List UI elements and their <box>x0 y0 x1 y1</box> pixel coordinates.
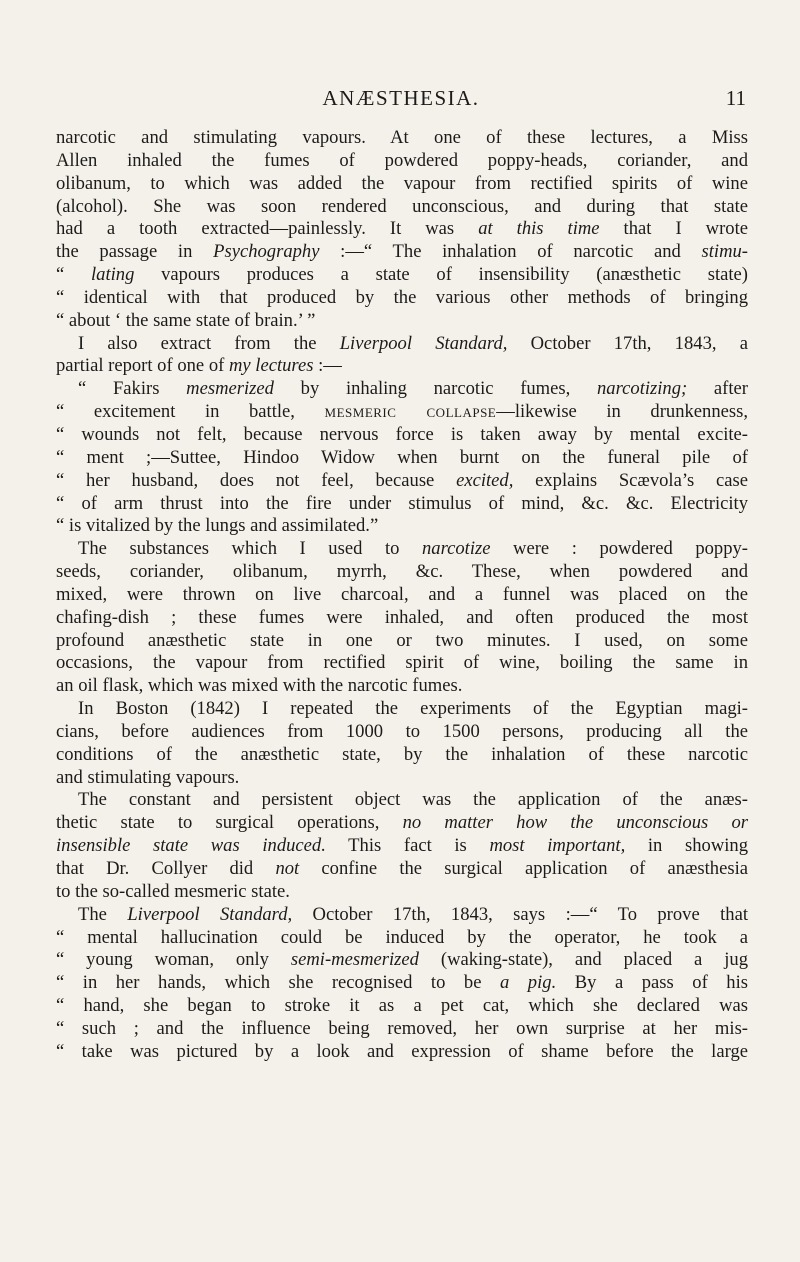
italic-text: stimu- <box>701 241 748 263</box>
small-caps-text: mesmeric collapse <box>324 401 497 423</box>
text-segment: explains Scævola’s case <box>513 469 748 491</box>
italic-text: narcotize <box>421 538 491 560</box>
text-line <box>56 241 748 264</box>
text-line <box>56 355 748 378</box>
italic-text: most important, <box>489 835 626 857</box>
text-line <box>56 767 748 790</box>
text-line <box>56 630 748 653</box>
page-header <box>56 86 746 116</box>
text-line <box>56 264 748 287</box>
text-segment: and stimulating vapours. <box>56 766 240 788</box>
text-line <box>56 1018 748 1041</box>
text-line <box>56 698 748 721</box>
italic-text: mesmerized <box>186 378 274 400</box>
text-line <box>56 378 748 401</box>
text-line <box>56 858 748 881</box>
text-segment: in showing <box>625 835 748 857</box>
text-segment: seeds, coriander, olibanum, myrrh, &c. These, when powdered and <box>56 561 748 583</box>
text-line <box>56 607 748 630</box>
text-segment: “ <box>56 264 91 286</box>
text-line <box>56 401 748 424</box>
italic-text: lating <box>91 264 135 286</box>
body-text <box>56 127 748 1064</box>
text-line <box>56 447 748 470</box>
text-segment: This fact is <box>325 835 490 857</box>
italic-text: insensible state was induced. <box>56 835 326 857</box>
text-line <box>56 1041 748 1064</box>
text-segment: :—“ The inhalation of narcotic and <box>319 241 702 263</box>
text-line <box>56 789 748 812</box>
text-line <box>56 584 748 607</box>
text-segment: conditions of the anæsthetic state, by the inhalation of these narcotic <box>56 743 748 765</box>
text-line <box>56 812 748 835</box>
text-line <box>56 538 748 561</box>
text-line <box>56 744 748 767</box>
text-segment: “ Fakirs <box>78 378 187 400</box>
italic-text: Psychography <box>213 241 320 263</box>
text-line <box>56 150 748 173</box>
text-segment: Allen inhaled the fumes of powdered poppy-heads, coriander, and <box>56 149 748 171</box>
text-line <box>56 949 748 972</box>
italic-text: narcotizing; <box>597 378 688 400</box>
text-segment: —likewise in drunkenness, <box>496 401 748 423</box>
text-line <box>56 515 748 538</box>
text-segment: October 17th, 1843, a <box>507 332 748 354</box>
text-line <box>56 972 748 995</box>
text-segment: The substances which I used to <box>78 538 422 560</box>
text-line <box>56 995 748 1018</box>
text-segment: “ mental hallucination could be induced by the operator, he took a <box>56 926 748 948</box>
text-segment: by inhaling narcotic fumes, <box>273 378 597 400</box>
text-segment: thetic state to surgical operations, <box>56 812 403 834</box>
page-number: 11 <box>725 86 746 110</box>
italic-text: Liverpool Standard, <box>339 332 508 354</box>
text-segment: “ her husband, does not feel, because <box>56 469 457 491</box>
text-line <box>56 218 748 241</box>
text-line <box>56 493 748 516</box>
text-segment: cians, before audiences from 1000 to 1500 persons, producing all the <box>56 720 748 742</box>
text-line <box>56 173 748 196</box>
text-segment: chafing-dish ; these fumes were inhaled, and often produced the most <box>56 606 748 628</box>
text-segment: October 17th, 1843, says :—“ To prove that <box>292 903 748 925</box>
text-segment: that I wrote <box>599 218 748 240</box>
italic-text: my lectures <box>228 355 314 377</box>
text-line <box>56 835 748 858</box>
text-line <box>56 675 748 698</box>
italic-text: semi-mesmerized <box>290 949 419 971</box>
text-segment: “ about ‘ the same state of brain.’ ” <box>56 309 316 331</box>
text-line <box>56 881 748 904</box>
text-segment: vapours produces a state of insensibility (anæsthetic state) <box>134 264 748 286</box>
text-segment: (alcohol). She was soon rendered unconscious, and during that state <box>56 195 748 217</box>
text-segment: mixed, were thrown on live charcoal, and a funnel was placed on the <box>56 583 748 605</box>
text-segment: “ young woman, only <box>56 949 291 971</box>
text-segment: “ of arm thrust into the fire under stimulus of mind, &c. &c. Electricity <box>56 492 748 514</box>
text-segment: had a tooth extracted—painlessly. It was <box>56 218 479 240</box>
text-segment: “ ment ;—Suttee, Hindoo Widow when burnt on the funeral pile of <box>56 446 748 468</box>
text-segment: olibanum, to which was added the vapour from rectified spirits of wine <box>56 172 748 194</box>
text-segment: an oil flask, which was mixed with the narcotic fumes. <box>56 675 463 697</box>
text-segment: “ is vitalized by the lungs and assimilated.” <box>56 515 379 537</box>
text-line <box>56 287 748 310</box>
text-line <box>56 127 748 150</box>
text-segment: “ take was pictured by a look and expression of shame before the large <box>56 1040 748 1062</box>
italic-text: Liverpool Standard, <box>127 903 293 925</box>
text-segment: the passage in <box>56 241 214 263</box>
text-line <box>56 333 748 356</box>
italic-text: no matter how the unconscious or <box>402 812 748 834</box>
text-segment: narcotic and stimulating vapours. At one of these lectures, a Miss <box>56 127 748 148</box>
text-line <box>56 424 748 447</box>
text-segment: “ wounds not felt, because nervous force is taken away by mental excite- <box>56 423 748 445</box>
text-segment: that Dr. Collyer did <box>56 858 276 879</box>
text-segment: In Boston (1842) I repeated the experiments of the Egyptian magi- <box>78 698 748 720</box>
text-segment: “ such ; and the influence being removed, her own surprise at her mis- <box>56 1017 748 1039</box>
text-segment: “ in her hands, which she recognised to be <box>56 972 500 994</box>
text-segment: occasions, the vapour from rectified spirit of wine, boiling the same in <box>56 652 748 674</box>
text-segment: profound anæsthetic state in one or two minutes. I used, on some <box>56 629 748 651</box>
italic-text: excited, <box>456 469 514 491</box>
text-line <box>56 310 748 333</box>
text-segment: :— <box>313 355 342 377</box>
text-segment: (waking-state), and placed a jug <box>418 949 748 971</box>
text-segment: The <box>78 903 128 925</box>
text-segment: “ excitement in battle, <box>56 401 325 423</box>
text-segment: “ hand, she began to stroke it as a pet cat, which she declared was <box>56 995 748 1017</box>
text-line <box>56 721 748 744</box>
italic-text: at this time <box>478 218 600 240</box>
text-segment: partial report of one of <box>56 355 229 377</box>
text-line <box>56 652 748 675</box>
text-line <box>56 561 748 584</box>
text-line <box>56 470 748 493</box>
running-title: ANÆSTHESIA. <box>322 86 480 110</box>
italic-text: a pig. <box>499 972 557 994</box>
text-line <box>56 196 748 219</box>
text-line <box>56 904 748 927</box>
text-segment: after <box>687 378 748 400</box>
text-segment: confine the surgical application of anæsthesia <box>299 858 748 879</box>
text-segment: By a pass of his <box>556 972 748 994</box>
text-segment: “ identical with that produced by the various other methods of bringing <box>56 286 748 308</box>
text-segment: to the so-called mesmeric state. <box>56 880 290 902</box>
italic-text: not <box>275 858 300 879</box>
text-segment: I also extract from the <box>78 332 340 354</box>
text-segment: The constant and persistent object was the application of the anæs- <box>78 789 748 811</box>
text-segment: were : powdered poppy- <box>490 538 748 560</box>
text-line <box>56 927 748 950</box>
